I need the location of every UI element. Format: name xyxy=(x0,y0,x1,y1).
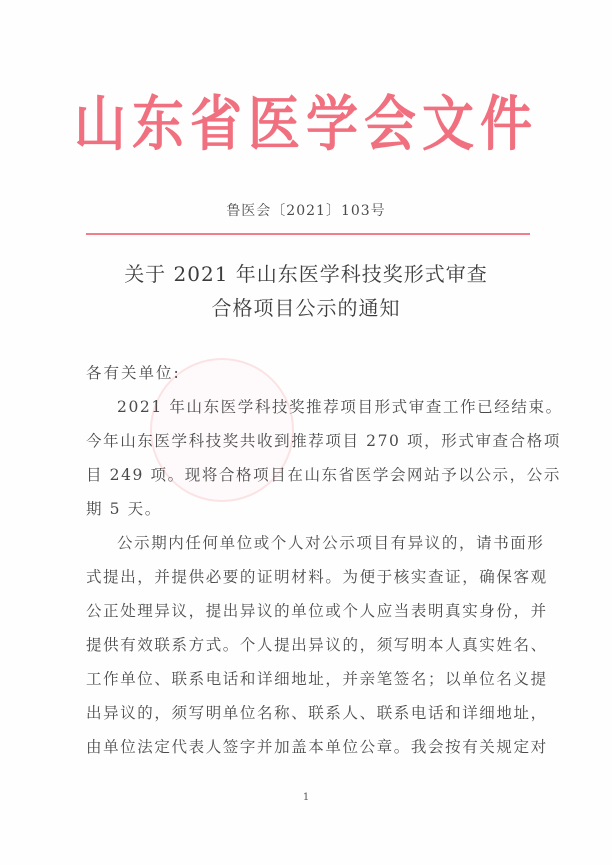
notice-title-line-2: 合格项目公示的通知 xyxy=(211,296,401,320)
text-line: 目 249 项。现将合格项目在山东省医学会网站予以公示，公示 xyxy=(86,466,561,484)
salutation: 各有关单位: xyxy=(86,364,181,382)
red-divider-rule xyxy=(86,233,530,235)
text-line: 公示期内任何单位或个人对公示项目有异议的，请书面形 xyxy=(117,534,545,552)
text-line: 工作单位、联系电话和详细地址，并亲笔签名；以单位名义提 xyxy=(86,670,548,688)
masthead-title: 山东省医学会文件 xyxy=(73,89,538,160)
paragraph-2 xyxy=(86,526,548,764)
notice-title-line-1: 关于 2021 年山东医学科技奖形式审查 xyxy=(124,262,488,286)
paragraph-1 xyxy=(86,390,563,526)
text-line: 期 5 天。 xyxy=(86,500,162,518)
page-number: 1 xyxy=(302,792,310,803)
text-line: 今年山东医学科技奖共收到推荐项目 270 项，形式审查合格项 xyxy=(86,432,561,450)
text-line: 式提出，并提供必要的证明材料。为便于核实查证，确保客观 xyxy=(86,568,548,586)
text-line: 2021 年山东医学科技奖推荐项目形式审查工作已经结束。 xyxy=(117,398,563,416)
text-line: 提供有效联系方式。个人提出异议的，须写明本人真实姓名、 xyxy=(86,636,548,654)
text-line: 由单位法定代表人签字并加盖本单位公章。我会按有关规定对 xyxy=(86,738,548,756)
document-number: 鲁医会〔2021〕103号 xyxy=(226,203,386,219)
text-line: 公正处理异议，提出异议的单位或个人应当表明真实身份，并 xyxy=(86,602,548,620)
text-line: 出异议的，须写明单位名称、联系人、联系电话和详细地址， xyxy=(86,704,548,722)
